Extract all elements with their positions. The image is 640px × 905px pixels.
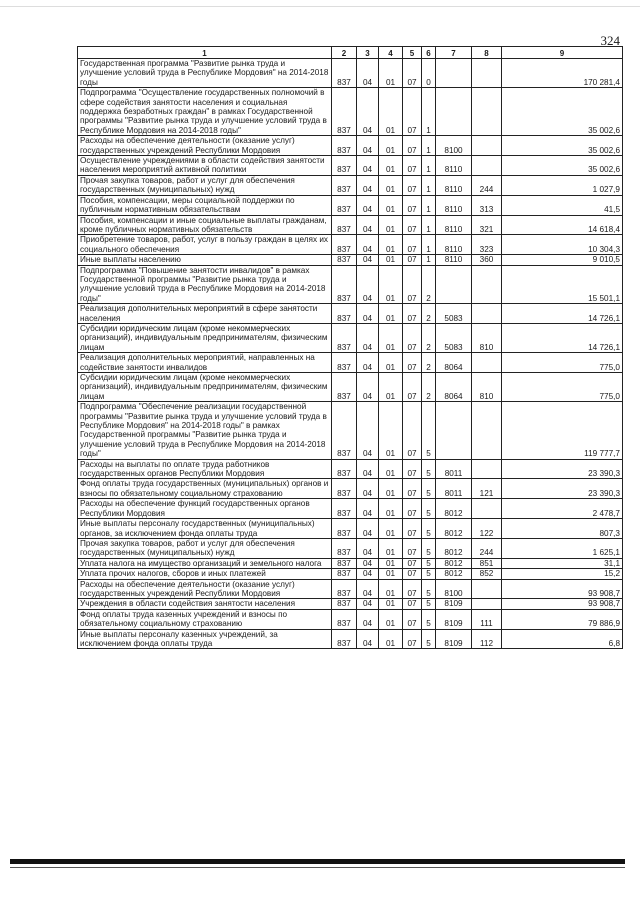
row-code-cell: 04 bbox=[357, 59, 379, 88]
row-code-cell: 04 bbox=[357, 136, 379, 156]
row-code-cell: 01 bbox=[379, 609, 403, 629]
row-code-cell: 8100 bbox=[436, 579, 472, 599]
row-name-cell: Осуществление учреждениями в области содействия занятости населения мероприятий активной политики bbox=[78, 156, 332, 176]
row-name-cell: Иные выплаты населению bbox=[78, 255, 332, 265]
row-code-cell: 8012 bbox=[436, 499, 472, 519]
row-code-cell: 8109 bbox=[436, 599, 472, 609]
row-code-cell: 01 bbox=[379, 88, 403, 136]
row-code-cell: 810 bbox=[472, 323, 502, 352]
row-code-cell: 07 bbox=[403, 629, 422, 649]
row-code-cell: 2 bbox=[422, 373, 436, 402]
row-code-cell: 5 bbox=[422, 538, 436, 558]
row-code-cell bbox=[472, 499, 502, 519]
row-name-cell: Субсидии юридическим лицам (кроме некоммерческих организаций), индивидуальным предпринимателям, физическим лицам bbox=[78, 373, 332, 402]
row-code-cell bbox=[472, 353, 502, 373]
row-code-cell: 07 bbox=[403, 265, 422, 304]
row-code-cell: 01 bbox=[379, 402, 403, 459]
row-code-cell: 1 bbox=[422, 215, 436, 235]
row-name-cell: Расходы на обеспечение деятельности (оказание услуг) государственных учреждений Республики Мордовия bbox=[78, 579, 332, 599]
row-amount-cell: 6,8 bbox=[502, 629, 623, 649]
row-code-cell: 8109 bbox=[436, 629, 472, 649]
row-code-cell: 01 bbox=[379, 558, 403, 568]
row-code-cell bbox=[472, 265, 502, 304]
row-amount-cell: 1 625,1 bbox=[502, 538, 623, 558]
row-code-cell: 01 bbox=[379, 459, 403, 479]
row-code-cell: 323 bbox=[472, 235, 502, 255]
table-row bbox=[78, 373, 623, 402]
row-code-cell: 8110 bbox=[436, 195, 472, 215]
row-code-cell: 07 bbox=[403, 136, 422, 156]
row-code-cell: 837 bbox=[332, 609, 357, 629]
row-code-cell: 5 bbox=[422, 499, 436, 519]
row-code-cell: 2 bbox=[422, 353, 436, 373]
row-code-cell: 837 bbox=[332, 304, 357, 324]
row-code-cell: 01 bbox=[379, 156, 403, 176]
row-name-cell: Пособия, компенсации и иные социальные выплаты гражданам, кроме публичных нормативных обязательств bbox=[78, 215, 332, 235]
row-code-cell bbox=[472, 459, 502, 479]
row-code-cell: 5 bbox=[422, 569, 436, 579]
row-code-cell: 01 bbox=[379, 599, 403, 609]
table-row bbox=[78, 569, 623, 579]
table-row bbox=[78, 59, 623, 88]
row-amount-cell: 10 304,3 bbox=[502, 235, 623, 255]
row-name-cell: Уплата прочих налогов, сборов и иных платежей bbox=[78, 569, 332, 579]
budget-table bbox=[77, 46, 623, 649]
row-code-cell: 01 bbox=[379, 235, 403, 255]
row-code-cell: 0 bbox=[422, 59, 436, 88]
table-row bbox=[78, 304, 623, 324]
row-code-cell: 837 bbox=[332, 629, 357, 649]
row-code-cell: 07 bbox=[403, 609, 422, 629]
row-code-cell: 837 bbox=[332, 255, 357, 265]
row-code-cell: 837 bbox=[332, 373, 357, 402]
row-code-cell bbox=[436, 265, 472, 304]
row-code-cell: 07 bbox=[403, 195, 422, 215]
row-code-cell: 851 bbox=[472, 558, 502, 568]
row-name-cell: Уплата налога на имущество организаций и земельного налога bbox=[78, 558, 332, 568]
table-row bbox=[78, 235, 623, 255]
row-name-cell: Реализация дополнительных мероприятий в сфере занятости населения bbox=[78, 304, 332, 324]
table-row bbox=[78, 195, 623, 215]
row-code-cell: 837 bbox=[332, 599, 357, 609]
page-bottom-rule bbox=[10, 859, 625, 864]
row-amount-cell: 93 908,7 bbox=[502, 599, 623, 609]
row-code-cell: 1 bbox=[422, 235, 436, 255]
row-code-cell: 07 bbox=[403, 88, 422, 136]
row-code-cell: 837 bbox=[332, 59, 357, 88]
row-name-cell: Подпрограмма "Повышение занятости инвалидов" в рамках Государственной программы "Развитие рынка труда и улучшение условий труда в Республике Мордовия на 2014-2018 годы" bbox=[78, 265, 332, 304]
table-row bbox=[78, 599, 623, 609]
row-code-cell: 837 bbox=[332, 519, 357, 539]
row-code-cell: 8109 bbox=[436, 609, 472, 629]
table-row bbox=[78, 175, 623, 195]
row-code-cell: 122 bbox=[472, 519, 502, 539]
row-code-cell: 01 bbox=[379, 569, 403, 579]
row-amount-cell: 2 478,7 bbox=[502, 499, 623, 519]
row-code-cell: 5 bbox=[422, 599, 436, 609]
row-name-cell: Расходы на выплаты по оплате труда работников государственных органов Республики Мордовия bbox=[78, 459, 332, 479]
row-code-cell: 04 bbox=[357, 479, 379, 499]
row-code-cell: 01 bbox=[379, 323, 403, 352]
row-code-cell: 01 bbox=[379, 265, 403, 304]
table-row bbox=[78, 265, 623, 304]
row-code-cell: 04 bbox=[357, 569, 379, 579]
row-name-cell: Прочая закупка товаров, работ и услуг для обеспечения государственных (муниципальных) нужд bbox=[78, 538, 332, 558]
column-header: 7 bbox=[436, 47, 472, 59]
row-code-cell: 04 bbox=[357, 88, 379, 136]
row-code-cell bbox=[436, 402, 472, 459]
column-header: 6 bbox=[422, 47, 436, 59]
table-header-row bbox=[78, 47, 623, 59]
row-amount-cell: 15 501,1 bbox=[502, 265, 623, 304]
row-code-cell: 04 bbox=[357, 156, 379, 176]
row-code-cell: 313 bbox=[472, 195, 502, 215]
row-code-cell: 837 bbox=[332, 175, 357, 195]
row-code-cell bbox=[472, 599, 502, 609]
row-code-cell: 112 bbox=[472, 629, 502, 649]
row-code-cell: 07 bbox=[403, 323, 422, 352]
row-amount-cell: 35 002,6 bbox=[502, 156, 623, 176]
table-row bbox=[78, 499, 623, 519]
row-code-cell: 837 bbox=[332, 538, 357, 558]
row-code-cell: 04 bbox=[357, 353, 379, 373]
row-code-cell: 01 bbox=[379, 479, 403, 499]
row-name-cell: Иные выплаты персоналу казенных учреждений, за исключением фонда оплаты труда bbox=[78, 629, 332, 649]
row-code-cell: 8012 bbox=[436, 558, 472, 568]
table-row bbox=[78, 609, 623, 629]
row-code-cell: 04 bbox=[357, 519, 379, 539]
column-header: 3 bbox=[357, 47, 379, 59]
row-amount-cell: 15,2 bbox=[502, 569, 623, 579]
row-code-cell: 5 bbox=[422, 558, 436, 568]
row-code-cell: 2 bbox=[422, 323, 436, 352]
row-code-cell: 01 bbox=[379, 538, 403, 558]
row-code-cell: 04 bbox=[357, 235, 379, 255]
table-row bbox=[78, 88, 623, 136]
row-name-cell: Учреждения в области содействия занятости населения bbox=[78, 599, 332, 609]
row-code-cell: 5 bbox=[422, 579, 436, 599]
row-code-cell: 837 bbox=[332, 136, 357, 156]
row-code-cell: 852 bbox=[472, 569, 502, 579]
row-amount-cell: 14 726,1 bbox=[502, 323, 623, 352]
table-row bbox=[78, 629, 623, 649]
row-code-cell: 8110 bbox=[436, 175, 472, 195]
row-code-cell: 810 bbox=[472, 373, 502, 402]
row-code-cell: 01 bbox=[379, 519, 403, 539]
row-code-cell: 5 bbox=[422, 479, 436, 499]
row-code-cell: 07 bbox=[403, 304, 422, 324]
row-code-cell: 04 bbox=[357, 195, 379, 215]
row-code-cell: 04 bbox=[357, 373, 379, 402]
row-code-cell: 360 bbox=[472, 255, 502, 265]
row-code-cell: 837 bbox=[332, 215, 357, 235]
row-code-cell: 01 bbox=[379, 215, 403, 235]
row-amount-cell: 119 777,7 bbox=[502, 402, 623, 459]
row-code-cell: 1 bbox=[422, 156, 436, 176]
row-amount-cell: 35 002,6 bbox=[502, 88, 623, 136]
table-row bbox=[78, 558, 623, 568]
table-body bbox=[78, 59, 623, 649]
row-code-cell: 5 bbox=[422, 629, 436, 649]
table-row bbox=[78, 579, 623, 599]
row-name-cell: Фонд оплаты труда государственных (муниципальных) органов и взносы по обязательному социальному страхованию bbox=[78, 479, 332, 499]
row-code-cell: 5 bbox=[422, 402, 436, 459]
row-code-cell: 837 bbox=[332, 88, 357, 136]
row-code-cell: 07 bbox=[403, 538, 422, 558]
column-header: 9 bbox=[502, 47, 623, 59]
row-amount-cell: 807,3 bbox=[502, 519, 623, 539]
row-code-cell: 121 bbox=[472, 479, 502, 499]
row-code-cell: 111 bbox=[472, 609, 502, 629]
row-code-cell: 8100 bbox=[436, 136, 472, 156]
row-code-cell bbox=[472, 88, 502, 136]
row-code-cell: 04 bbox=[357, 579, 379, 599]
row-code-cell: 1 bbox=[422, 88, 436, 136]
row-code-cell: 04 bbox=[357, 609, 379, 629]
row-code-cell: 8011 bbox=[436, 459, 472, 479]
row-code-cell: 07 bbox=[403, 215, 422, 235]
row-code-cell: 5083 bbox=[436, 323, 472, 352]
row-code-cell: 07 bbox=[403, 175, 422, 195]
row-code-cell: 07 bbox=[403, 499, 422, 519]
row-code-cell: 1 bbox=[422, 255, 436, 265]
row-name-cell: Расходы на обеспечение функций государственных органов Республики Мордовия bbox=[78, 499, 332, 519]
row-code-cell: 07 bbox=[403, 459, 422, 479]
row-code-cell: 244 bbox=[472, 175, 502, 195]
row-code-cell: 837 bbox=[332, 569, 357, 579]
row-code-cell: 07 bbox=[403, 402, 422, 459]
table-row bbox=[78, 215, 623, 235]
row-code-cell: 04 bbox=[357, 629, 379, 649]
row-code-cell: 04 bbox=[357, 215, 379, 235]
row-code-cell: 1 bbox=[422, 195, 436, 215]
row-code-cell: 8012 bbox=[436, 519, 472, 539]
row-code-cell bbox=[436, 88, 472, 136]
table-row bbox=[78, 459, 623, 479]
row-name-cell: Расходы на обеспечение деятельности (оказание услуг) государственных учреждений Республики Мордовия bbox=[78, 136, 332, 156]
row-code-cell: 01 bbox=[379, 136, 403, 156]
row-code-cell: 8110 bbox=[436, 156, 472, 176]
row-code-cell: 07 bbox=[403, 569, 422, 579]
row-amount-cell: 14 726,1 bbox=[502, 304, 623, 324]
row-amount-cell: 93 908,7 bbox=[502, 579, 623, 599]
row-amount-cell: 9 010,5 bbox=[502, 255, 623, 265]
row-code-cell: 04 bbox=[357, 558, 379, 568]
table-row bbox=[78, 538, 623, 558]
row-code-cell: 8011 bbox=[436, 479, 472, 499]
column-header: 5 bbox=[403, 47, 422, 59]
row-code-cell: 244 bbox=[472, 538, 502, 558]
row-code-cell: 04 bbox=[357, 499, 379, 519]
row-code-cell: 837 bbox=[332, 402, 357, 459]
row-code-cell: 01 bbox=[379, 579, 403, 599]
row-code-cell: 04 bbox=[357, 323, 379, 352]
row-code-cell: 837 bbox=[332, 479, 357, 499]
row-amount-cell: 35 002,6 bbox=[502, 136, 623, 156]
row-name-cell: Государственная программа "Развитие рынка труда и улучшение условий труда в Республике Мордовия" на 2014-2018 годы bbox=[78, 59, 332, 88]
scan-edge-line bbox=[0, 6, 640, 7]
row-code-cell: 01 bbox=[379, 255, 403, 265]
row-code-cell: 8110 bbox=[436, 235, 472, 255]
table-row bbox=[78, 156, 623, 176]
row-name-cell: Фонд оплаты труда казенных учреждений и взносы по обязательному социальному страхованию bbox=[78, 609, 332, 629]
row-code-cell: 04 bbox=[357, 538, 379, 558]
row-name-cell: Субсидии юридическим лицам (кроме некоммерческих организаций), индивидуальным предпринимателям, физическим лицам bbox=[78, 323, 332, 352]
table-row bbox=[78, 353, 623, 373]
row-name-cell: Приобретение товаров, работ, услуг в пользу граждан в целях их социального обеспечения bbox=[78, 235, 332, 255]
row-code-cell: 837 bbox=[332, 499, 357, 519]
row-code-cell: 837 bbox=[332, 579, 357, 599]
row-code-cell: 07 bbox=[403, 255, 422, 265]
row-code-cell bbox=[436, 59, 472, 88]
row-code-cell: 837 bbox=[332, 323, 357, 352]
row-code-cell: 04 bbox=[357, 599, 379, 609]
row-code-cell: 837 bbox=[332, 265, 357, 304]
row-amount-cell: 14 618,4 bbox=[502, 215, 623, 235]
row-code-cell: 04 bbox=[357, 265, 379, 304]
table-row bbox=[78, 479, 623, 499]
row-code-cell: 1 bbox=[422, 136, 436, 156]
row-code-cell: 5 bbox=[422, 459, 436, 479]
row-amount-cell: 31,1 bbox=[502, 558, 623, 568]
row-code-cell bbox=[472, 579, 502, 599]
row-code-cell: 01 bbox=[379, 353, 403, 373]
row-amount-cell: 79 886,9 bbox=[502, 609, 623, 629]
row-name-cell: Прочая закупка товаров, работ и услуг для обеспечения государственных (муниципальных) нужд bbox=[78, 175, 332, 195]
row-code-cell: 837 bbox=[332, 353, 357, 373]
row-code-cell: 5083 bbox=[436, 304, 472, 324]
row-amount-cell: 23 390,3 bbox=[502, 459, 623, 479]
row-amount-cell: 41,5 bbox=[502, 195, 623, 215]
column-header: 4 bbox=[379, 47, 403, 59]
row-code-cell: 07 bbox=[403, 558, 422, 568]
row-code-cell: 8012 bbox=[436, 538, 472, 558]
row-code-cell: 837 bbox=[332, 235, 357, 255]
row-code-cell: 8110 bbox=[436, 215, 472, 235]
row-code-cell: 5 bbox=[422, 609, 436, 629]
row-code-cell: 01 bbox=[379, 195, 403, 215]
row-code-cell: 04 bbox=[357, 459, 379, 479]
row-code-cell bbox=[472, 304, 502, 324]
row-name-cell: Реализация дополнительных мероприятий, направленных на содействие занятости инвалидов bbox=[78, 353, 332, 373]
row-code-cell: 07 bbox=[403, 156, 422, 176]
row-code-cell: 07 bbox=[403, 59, 422, 88]
row-code-cell: 8064 bbox=[436, 373, 472, 402]
row-code-cell: 837 bbox=[332, 459, 357, 479]
row-name-cell: Пособия, компенсации, меры социальной поддержки по публичным нормативным обязательствам bbox=[78, 195, 332, 215]
row-code-cell bbox=[472, 156, 502, 176]
row-name-cell: Подпрограмма "Осуществление государственных полномочий в сфере содействия занятости населения и социальная поддержка безработных граждан" в рамках Государственной программы "Развитие рынка труда и улучшение условий труда в Республике Мордовия на 2014-2018 годы" bbox=[78, 88, 332, 136]
page-bottom-rule-thin bbox=[10, 867, 625, 868]
table-row bbox=[78, 255, 623, 265]
row-code-cell: 01 bbox=[379, 373, 403, 402]
row-amount-cell: 23 390,3 bbox=[502, 479, 623, 499]
row-amount-cell: 1 027,9 bbox=[502, 175, 623, 195]
row-code-cell bbox=[472, 136, 502, 156]
row-amount-cell: 775,0 bbox=[502, 373, 623, 402]
row-code-cell: 04 bbox=[357, 402, 379, 459]
row-code-cell: 01 bbox=[379, 175, 403, 195]
row-code-cell: 8012 bbox=[436, 569, 472, 579]
row-code-cell: 01 bbox=[379, 304, 403, 324]
row-code-cell: 04 bbox=[357, 255, 379, 265]
row-code-cell: 837 bbox=[332, 558, 357, 568]
row-code-cell: 01 bbox=[379, 499, 403, 519]
column-header: 8 bbox=[472, 47, 502, 59]
row-code-cell: 07 bbox=[403, 353, 422, 373]
row-code-cell bbox=[472, 402, 502, 459]
row-name-cell: Иные выплаты персоналу государственных (муниципальных) органов, за исключением фонда оплаты труда bbox=[78, 519, 332, 539]
row-code-cell: 01 bbox=[379, 629, 403, 649]
row-code-cell: 837 bbox=[332, 156, 357, 176]
row-code-cell: 07 bbox=[403, 579, 422, 599]
row-code-cell bbox=[472, 59, 502, 88]
table-row bbox=[78, 136, 623, 156]
row-code-cell: 2 bbox=[422, 265, 436, 304]
row-code-cell: 1 bbox=[422, 175, 436, 195]
row-code-cell: 07 bbox=[403, 519, 422, 539]
row-code-cell: 321 bbox=[472, 215, 502, 235]
table-row bbox=[78, 323, 623, 352]
page-number: 324 bbox=[600, 33, 620, 48]
row-amount-cell: 170 281,4 bbox=[502, 59, 623, 88]
row-code-cell: 07 bbox=[403, 599, 422, 609]
column-header: 2 bbox=[332, 47, 357, 59]
column-header: 1 bbox=[78, 47, 332, 59]
row-code-cell: 04 bbox=[357, 304, 379, 324]
table-row bbox=[78, 519, 623, 539]
row-code-cell: 8110 bbox=[436, 255, 472, 265]
row-code-cell: 07 bbox=[403, 235, 422, 255]
row-code-cell: 04 bbox=[357, 175, 379, 195]
row-code-cell: 07 bbox=[403, 373, 422, 402]
row-code-cell: 07 bbox=[403, 479, 422, 499]
row-code-cell: 8064 bbox=[436, 353, 472, 373]
row-code-cell: 837 bbox=[332, 195, 357, 215]
row-name-cell: Подпрограмма "Обеспечение реализации государственной программы "Развитие рынка труда и улучшение условий труда в Республике Мордовия" на 2014-2018 годы" в рамках Государственной программы "Развитие рынка труда и улучшение условий труда в Республике Мордовия на 2014-2018 годы" bbox=[78, 402, 332, 459]
row-code-cell: 01 bbox=[379, 59, 403, 88]
row-amount-cell: 775,0 bbox=[502, 353, 623, 373]
table-row bbox=[78, 402, 623, 459]
row-code-cell: 2 bbox=[422, 304, 436, 324]
row-code-cell: 5 bbox=[422, 519, 436, 539]
